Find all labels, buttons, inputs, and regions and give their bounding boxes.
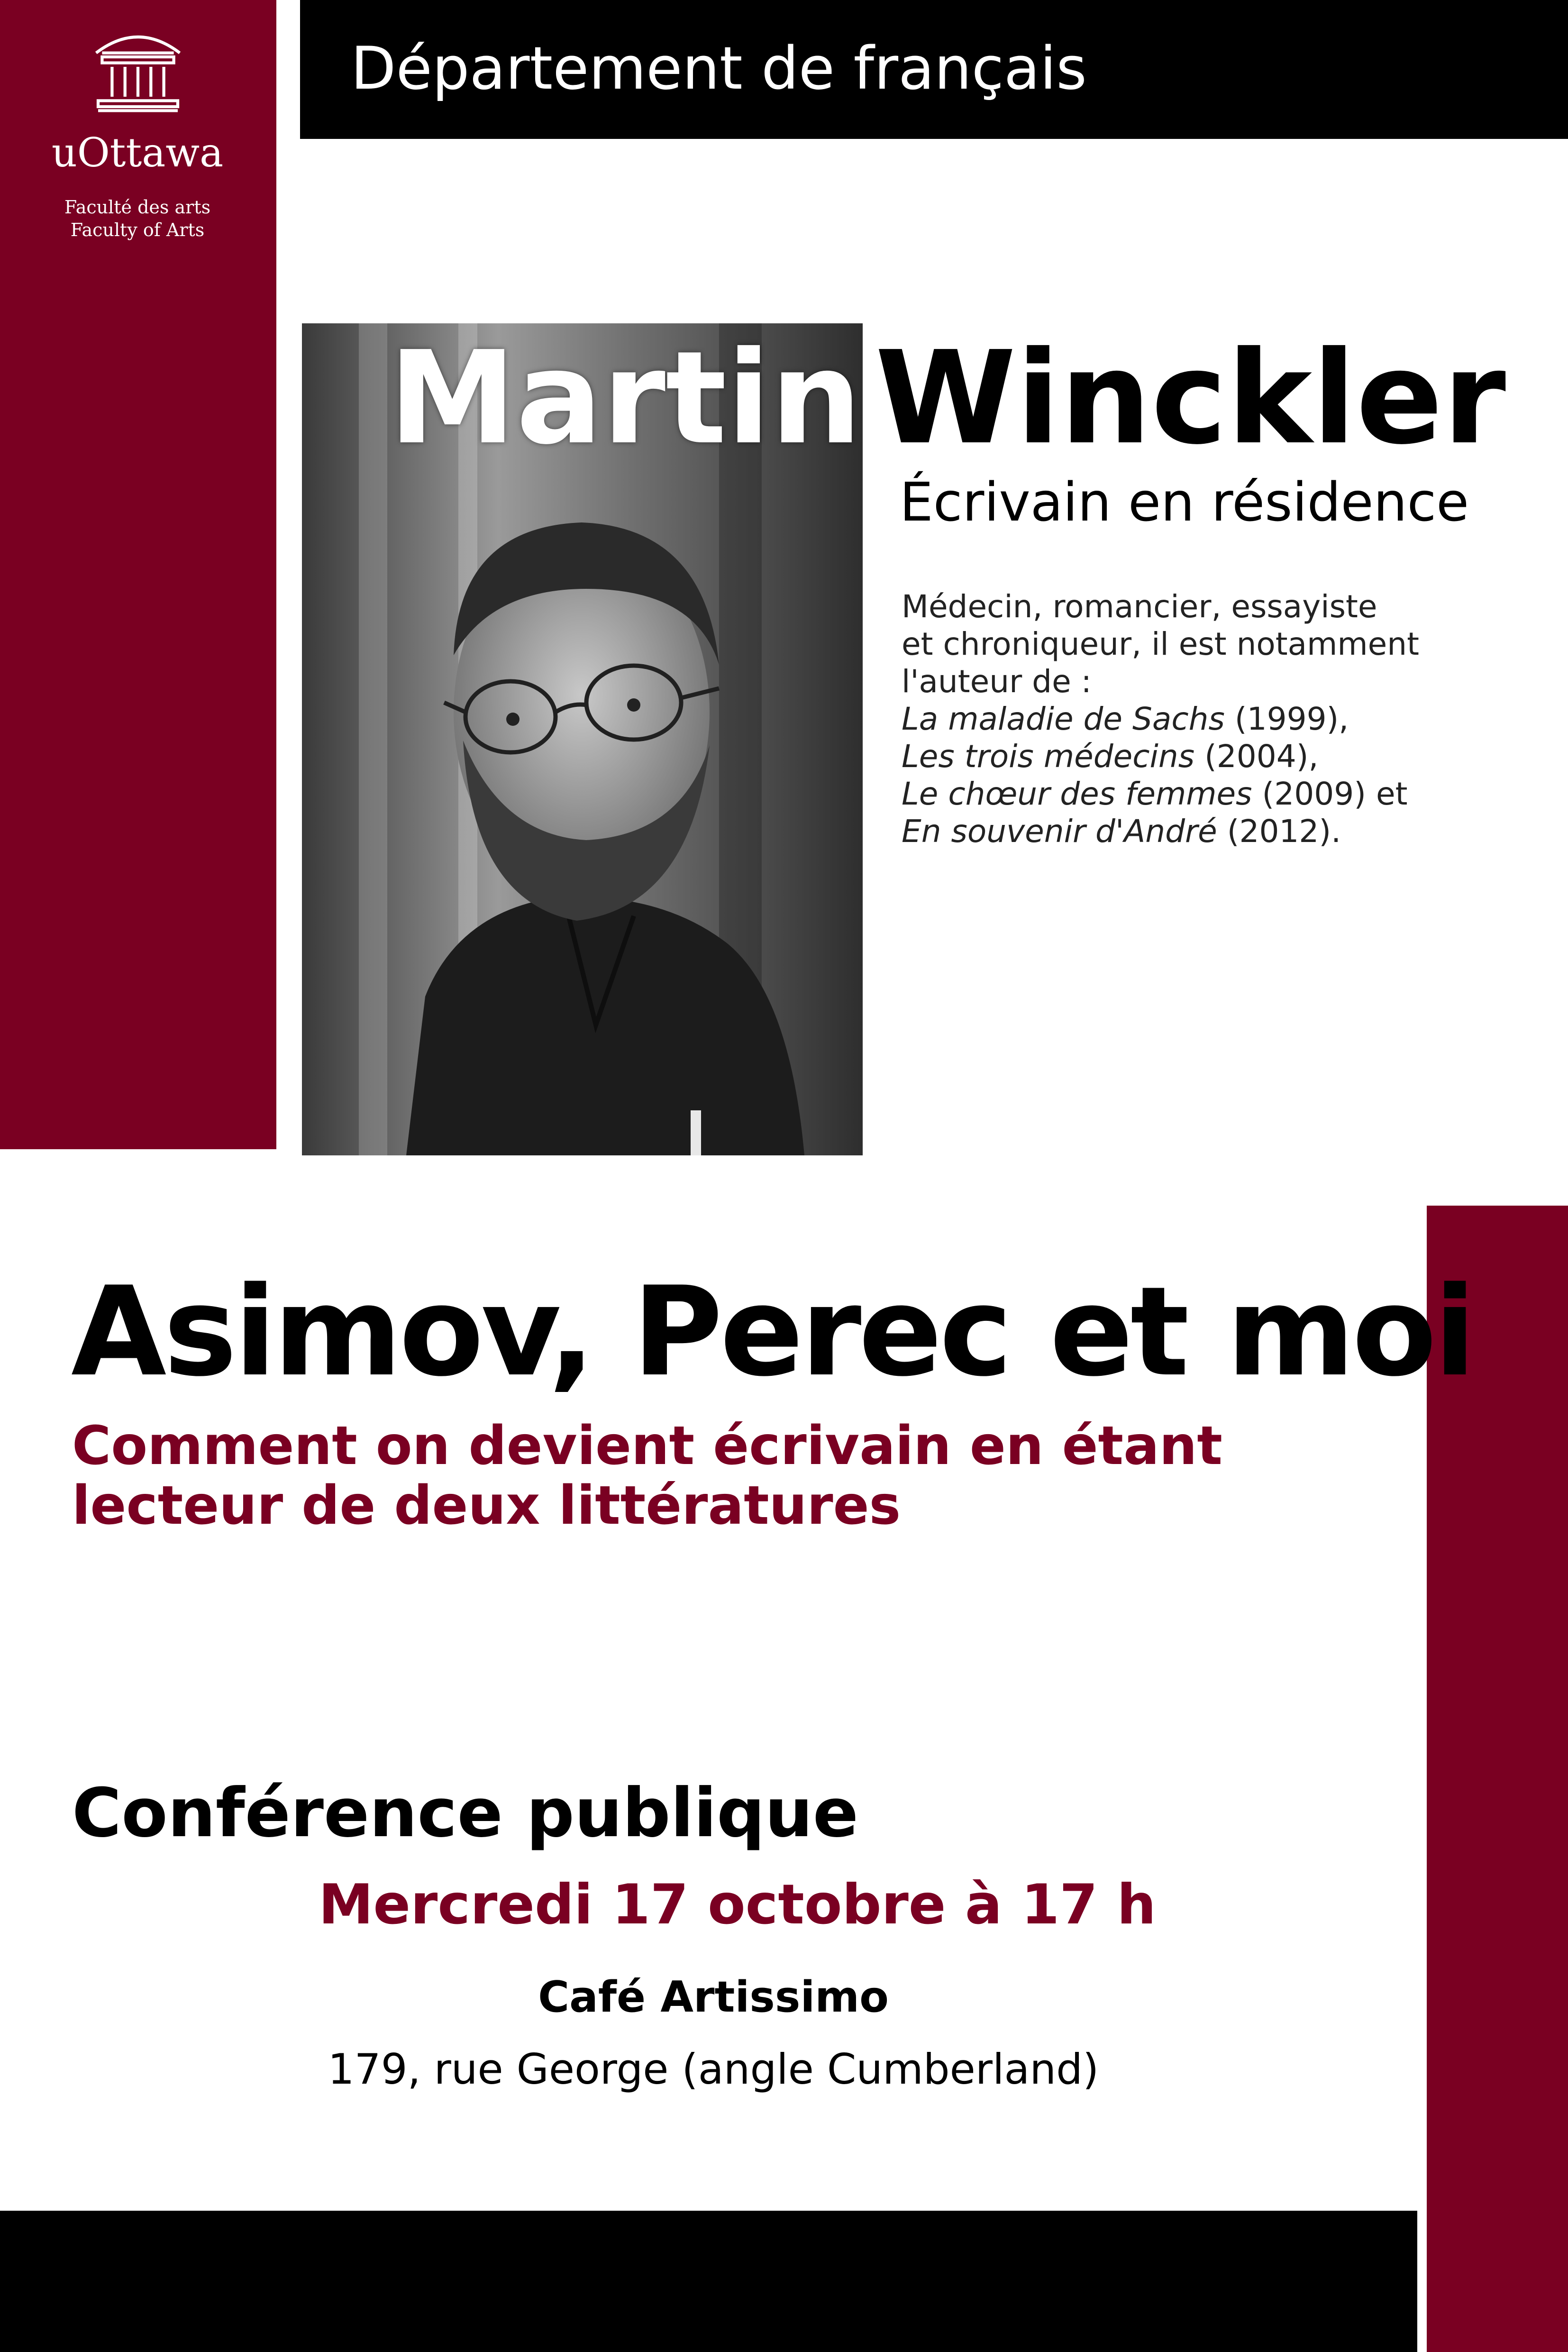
bio-work [902,700,1423,738]
work-title: Les trois médecins [902,738,1195,775]
footer-bar [0,2211,1417,2352]
speaker-bio [902,588,1423,850]
logo-wordmark: uOttawa [51,129,224,176]
faculty-name-fr: Faculté des arts [64,197,211,218]
work-title: Le chœur des femmes [902,776,1252,812]
bio-line: et chroniqueur, il est notamment [902,626,1419,662]
bio-line: Médecin, romancier, essayiste [902,588,1377,625]
speaker-role: Écrivain en résidence [900,472,1469,533]
building-icon [88,17,188,117]
bio-line: l'auteur de : [902,663,1092,700]
speaker-first-name: Martin [389,323,862,473]
work-title: En souvenir d'André [902,813,1217,850]
work-year: (1999), [1234,701,1349,737]
event-date: Mercredi 17 octobre à 17 h [319,1873,1156,1937]
bio-work [902,813,1423,850]
event-address: 179, rue George (angle Cumberland) [328,2045,1099,2094]
department-title: Département de français [351,35,1087,103]
work-year: (2012). [1227,813,1341,850]
faculty-name-en: Faculty of Arts [70,220,205,240]
work-title: La maladie de Sachs [902,701,1225,737]
event-subtitle-line2: lecteur de deux littératures [72,1475,901,1537]
bio-work [902,775,1423,813]
work-year: (2009) et [1262,776,1408,812]
event-title: Asimov, Perec et moi [71,1261,1474,1404]
speaker-last-name: Winckler [875,323,1506,473]
work-year: (2004), [1204,738,1319,775]
event-venue: Café Artissimo [538,1972,889,2022]
event-subtitle-line1: Comment on devient écrivain en étant [72,1415,1222,1477]
event-type: Conférence publique [72,1774,859,1852]
bio-work [902,738,1423,775]
